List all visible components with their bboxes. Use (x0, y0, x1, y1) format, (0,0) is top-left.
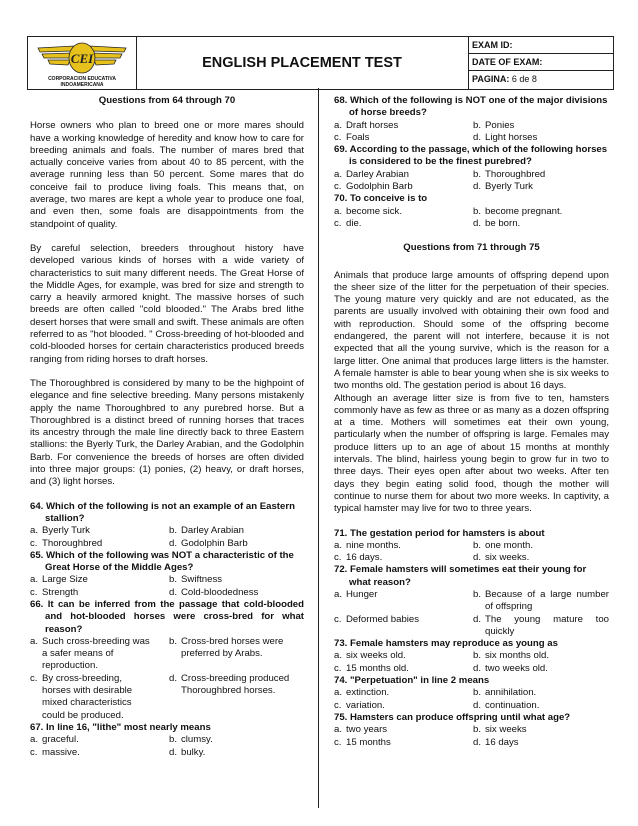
option-text: The young mature too quickly (485, 613, 609, 637)
answer-option[interactable] (473, 206, 609, 218)
option-text: Godolphin Barb (346, 181, 413, 193)
option-text: variation. (346, 699, 385, 711)
answer-option[interactable] (334, 650, 473, 662)
option-letter: d. (473, 613, 482, 625)
option-text: Darley Arabian (346, 168, 409, 180)
answer-option[interactable] (334, 552, 473, 564)
answer-option[interactable] (30, 734, 169, 746)
answer-option[interactable] (473, 614, 609, 639)
option-letter: c. (334, 736, 342, 748)
option-letter: a. (334, 119, 343, 131)
option-text: 15 months old. (346, 662, 409, 674)
option-letter: c. (30, 672, 38, 684)
exam-id-field (468, 37, 613, 54)
option-letter: a. (30, 574, 39, 586)
option-text: annihilation. (485, 687, 537, 699)
option-letter: d. (473, 699, 482, 711)
answer-option[interactable] (30, 574, 169, 586)
section-title-64-70: Questions from 64 through 70 (98, 95, 236, 106)
option-letter: b. (473, 168, 482, 180)
option-letter: d. (169, 537, 178, 549)
option-text: Light horses (485, 131, 538, 143)
option-letter: a. (30, 734, 39, 746)
page-title-text: ENGLISH PLACEMENT TEST (202, 55, 402, 71)
question-75-options (334, 724, 609, 749)
option-letter: c. (334, 613, 342, 625)
option-letter: c. (334, 131, 342, 143)
option-letter: c. (334, 552, 342, 564)
option-letter: c. (334, 662, 342, 674)
answer-option[interactable] (334, 206, 473, 218)
answer-option[interactable] (334, 687, 473, 699)
answer-option[interactable] (30, 587, 169, 599)
answer-option[interactable] (473, 724, 609, 736)
option-text: Cross-bred horses were preferred by Arabs. (181, 635, 284, 660)
question-68: 68. Which of the following is NOT one of the major divisions of horse breeds? (334, 95, 608, 119)
option-letter: d. (169, 746, 178, 758)
question-66-options (30, 636, 304, 722)
question-74: 74. "Perpetuation" in line 2 means (334, 675, 490, 687)
question-75: 75. Hamsters can produce offspring until what age? (334, 711, 571, 723)
page-title (136, 37, 469, 89)
option-letter: c. (30, 746, 38, 758)
question-66: 66. It can be inferred from the passage that cold-blooded and hot-blooded horses were cross-bred for what reason? (30, 598, 304, 635)
answer-option[interactable] (169, 636, 304, 673)
option-text: Thoroughbred (485, 168, 546, 180)
answer-option[interactable] (30, 525, 169, 537)
answer-option[interactable] (169, 734, 304, 746)
question-72-options (334, 589, 609, 638)
question-69-options (334, 169, 609, 194)
left-column (30, 95, 304, 759)
answer-option[interactable] (334, 700, 473, 712)
option-text: become sick. (346, 205, 402, 217)
option-letter: b. (473, 119, 482, 131)
answer-option[interactable] (334, 724, 473, 736)
answer-option[interactable] (334, 663, 473, 675)
option-text: Cross-breeding produced Thoroughbred horses. (181, 672, 290, 697)
option-letter: a. (30, 635, 39, 647)
answer-option[interactable] (30, 636, 169, 673)
option-letter: c. (30, 537, 38, 549)
wings-logo-icon (30, 38, 134, 78)
answer-option[interactable] (334, 132, 473, 144)
answer-option[interactable] (169, 747, 304, 759)
option-letter: b. (169, 525, 178, 537)
answer-option[interactable] (30, 673, 169, 722)
answer-option[interactable] (30, 747, 169, 759)
answer-option[interactable] (473, 589, 609, 614)
option-letter: b. (473, 687, 482, 699)
option-letter: b. (473, 724, 482, 736)
option-letter: d. (473, 131, 482, 143)
option-text: bulky. (181, 746, 206, 758)
question-65-options (30, 574, 304, 599)
option-text: Such cross-breeding was a safer means of reproduction. (42, 635, 150, 672)
answer-option[interactable] (473, 132, 609, 144)
page-number-label: PAGINA: (472, 74, 510, 84)
option-letter: b. (473, 205, 482, 217)
answer-option[interactable] (473, 663, 609, 675)
option-text: Thoroughbred (42, 537, 103, 549)
option-letter: b. (473, 650, 482, 662)
option-letter: d. (473, 662, 482, 674)
answer-option[interactable] (334, 181, 473, 193)
option-text: massive. (42, 746, 80, 758)
option-letter: a. (334, 588, 343, 600)
section-title-71-75: Questions from 71 through 75 (403, 242, 540, 254)
right-column (334, 95, 609, 749)
answer-option[interactable] (473, 552, 609, 564)
option-text: extinction. (346, 687, 390, 699)
answer-option[interactable] (473, 700, 609, 712)
passage-paragraph: By careful selection, breeders throughout history have developed various kinds of horses with a wide variety of characteristics to suit many different needs. The Great Horse of the Middle Ages, for example, was bred for size and strength to carry a heavily armored knight. The massive horses of such breeds are often called "cold blooded." The Arabs bred lithe desert horses that were small and swift. These animals are often referred to as "hot blooded. " Cross-breeding of hot-blooded and cold-blooded horses for certain characteristics produced breeds ranging from riding horses to draft horses. (30, 242, 304, 365)
exam-header (27, 36, 614, 90)
exam-date-label: DATE OF EXAM: (472, 57, 543, 67)
answer-option[interactable] (473, 540, 609, 552)
svg-text:CEI: CEI (70, 51, 94, 66)
option-letter: b. (473, 539, 482, 551)
answer-option[interactable] (473, 120, 609, 132)
answer-option[interactable] (334, 614, 473, 639)
option-text: Ponies (485, 119, 515, 131)
option-text: Large Size (42, 574, 88, 586)
logo (28, 37, 137, 89)
option-text: Foals (346, 131, 370, 143)
answer-option[interactable] (334, 737, 473, 749)
option-text: Draft horses (346, 119, 399, 131)
option-text: 15 months (346, 736, 391, 748)
answer-option[interactable] (169, 587, 304, 599)
option-letter: d. (169, 586, 178, 598)
exam-date-field (468, 54, 613, 71)
option-text: continuation. (485, 699, 540, 711)
option-text: two years (346, 724, 388, 736)
question-70: 70. To conceive is to (334, 193, 428, 205)
option-letter: a. (334, 650, 343, 662)
answer-option[interactable] (334, 169, 473, 181)
option-text: graceful. (42, 734, 79, 746)
option-text: six weeks (485, 724, 527, 736)
answer-option[interactable] (334, 540, 473, 552)
option-text: Cold-bloodedness (181, 586, 259, 598)
option-text: nine months. (346, 539, 401, 551)
question-72: 72. Female hamsters will sometimes eat their young for what reason? (334, 564, 587, 588)
option-text: Because of a large number of offspring (485, 588, 609, 613)
option-letter: c. (30, 586, 38, 598)
option-text: six weeks old. (346, 650, 406, 662)
question-73: 73. Female hamsters may reproduce as young as (334, 638, 558, 650)
answer-option[interactable] (334, 589, 473, 614)
option-text: clumsy. (181, 734, 213, 746)
option-letter: a. (334, 205, 343, 217)
option-letter: b. (169, 635, 178, 647)
option-text: Godolphin Barb (181, 537, 248, 549)
option-text: two weeks old. (485, 662, 548, 674)
answer-option[interactable] (169, 525, 304, 537)
option-letter: a. (334, 687, 343, 699)
logo-caption-line1: CORPORACION EDUCATIVA (48, 76, 116, 82)
answer-option[interactable] (473, 181, 609, 193)
answer-option[interactable] (30, 538, 169, 550)
option-letter: c. (334, 181, 342, 193)
question-67: 67. In line 16, "lithe" most nearly means (30, 721, 211, 733)
logo-caption (32, 76, 132, 88)
option-letter: d. (169, 672, 178, 684)
answer-option[interactable] (169, 574, 304, 586)
option-text: Darley Arabian (181, 525, 244, 537)
answer-option[interactable] (473, 687, 609, 699)
question-68-options (334, 120, 609, 145)
option-letter: a. (30, 525, 39, 537)
question-65: 65. Which of the following was NOT a characteristic of the Great Horse of the Middle Ages? (30, 549, 294, 574)
option-letter: c. (334, 217, 342, 229)
question-70-options (334, 206, 609, 231)
question-64-options (30, 525, 304, 550)
option-letter: a. (334, 724, 343, 736)
option-text: be born. (485, 217, 521, 229)
answer-option[interactable] (473, 169, 609, 181)
option-letter: b. (473, 588, 482, 600)
answer-option[interactable] (169, 538, 304, 550)
option-text: Byerly Turk (485, 181, 533, 193)
question-74-options (334, 687, 609, 712)
option-text: Deformed babies (346, 613, 420, 625)
column-divider (318, 88, 319, 808)
option-text: Strength (42, 586, 79, 598)
option-text: six weeks. (485, 552, 530, 564)
option-letter: b. (169, 574, 178, 586)
option-text: Swiftness (181, 574, 223, 586)
option-text: 16 days (485, 736, 519, 748)
answer-option[interactable] (334, 218, 473, 230)
question-69: 69. According to the passage, which of the following horses is considered to be the finest purebred? (334, 144, 608, 168)
option-text: Byerly Turk (42, 525, 90, 537)
passage-paragraph: Animals that produce large amounts of offspring depend upon the sheer size of the litter for the perpetuation of their species. The young mature very quickly and are not educated, as the parents are usually involved with obtaining their own food and with reproduction. Should some of the offspring become endangered, the parent will not interfere, because it is not expected that all the young survive, which is the reason for a large litter. One animal that produces large litters is the hamster. A female hamster is able to bear young when she is six weeks to two months old. The gestation period is about 16 days. (334, 269, 609, 392)
logo-caption-line2: INDOAMERICANA (60, 82, 104, 88)
option-letter: a. (334, 539, 343, 551)
passage-paragraph: The Thoroughbred is considered by many to be the highpoint of elegance and fine selective breeding. Many persons mistakenly apply the name Thoroughbred to any purebred horse. But a Thoroughbred is a distinct breed of running horses that traces its ancestry through the male line directly back to three Eastern stallions: the Byerly Turk, the Darley Arabian, and the Godolphin Barb. For convenience the breeds of horses are often divided into three major groups: (1) ponies, (2) heavy, or draft horses, and (3) light horses. (30, 377, 304, 488)
option-letter: b. (169, 734, 178, 746)
question-71-options (334, 540, 609, 565)
option-letter: d. (473, 552, 482, 564)
question-67-options (30, 734, 304, 759)
option-text: six months old. (485, 650, 549, 662)
answer-option[interactable] (334, 120, 473, 132)
option-letter: c. (334, 699, 342, 711)
option-letter: d. (473, 217, 482, 229)
question-71: 71. The gestation period for hamsters is about (334, 527, 545, 539)
option-text: become pregnant. (485, 205, 563, 217)
option-letter: d. (473, 181, 482, 193)
question-64: 64. Which of the following is not an example of an Eastern stallion? (30, 500, 295, 524)
page-number-field (468, 71, 613, 88)
exam-id-label: EXAM ID: (472, 40, 513, 50)
option-letter: a. (334, 168, 343, 180)
option-text: die. (346, 217, 362, 229)
question-73-options (334, 650, 609, 675)
option-letter: d. (473, 736, 482, 748)
answer-option[interactable] (169, 673, 304, 722)
option-text: Hunger (346, 588, 378, 600)
answer-option[interactable] (473, 737, 609, 749)
option-text: By cross-breeding, horses with desirable mixed characteristics could be produced. (42, 672, 133, 721)
exam-meta (468, 37, 613, 89)
answer-option[interactable] (473, 218, 609, 230)
option-text: 16 days. (346, 552, 383, 564)
page-number-value: 6 de 8 (511, 74, 537, 84)
option-text: one month. (485, 539, 534, 551)
passage-paragraph: Horse owners who plan to breed one or more mares should have a working knowledge of heredity and know how to care for breeding animals and foals. The number of mares bred that actually conceive varies from about 40 to 85 percent, with the average running less than 50 percent. Some mares that do conceive fail to produce living foals. This means that, on average, two mares are kept a whole year to produce one foal, and even then, some foals are disappointments from the standpoint of quality. (30, 120, 304, 230)
passage-paragraph: Although an average litter size is from five to ten, hamsters commonly have as few as three or as many as a dozen offspring at a time. Mothers will sometimes eat their own young, particularly when the number of offspring is large. Females may produce litters up to an age of about 15 months at monthly intervals. The blind, hairless young begin to grow fur in two to three days. Their eyes open after about two weeks. After ten days they begin eating solid food, though the mother will continue to nurse them for about two more weeks. In captivity, a typical hamster may live for two to three years. (334, 392, 609, 515)
answer-option[interactable] (473, 650, 609, 662)
